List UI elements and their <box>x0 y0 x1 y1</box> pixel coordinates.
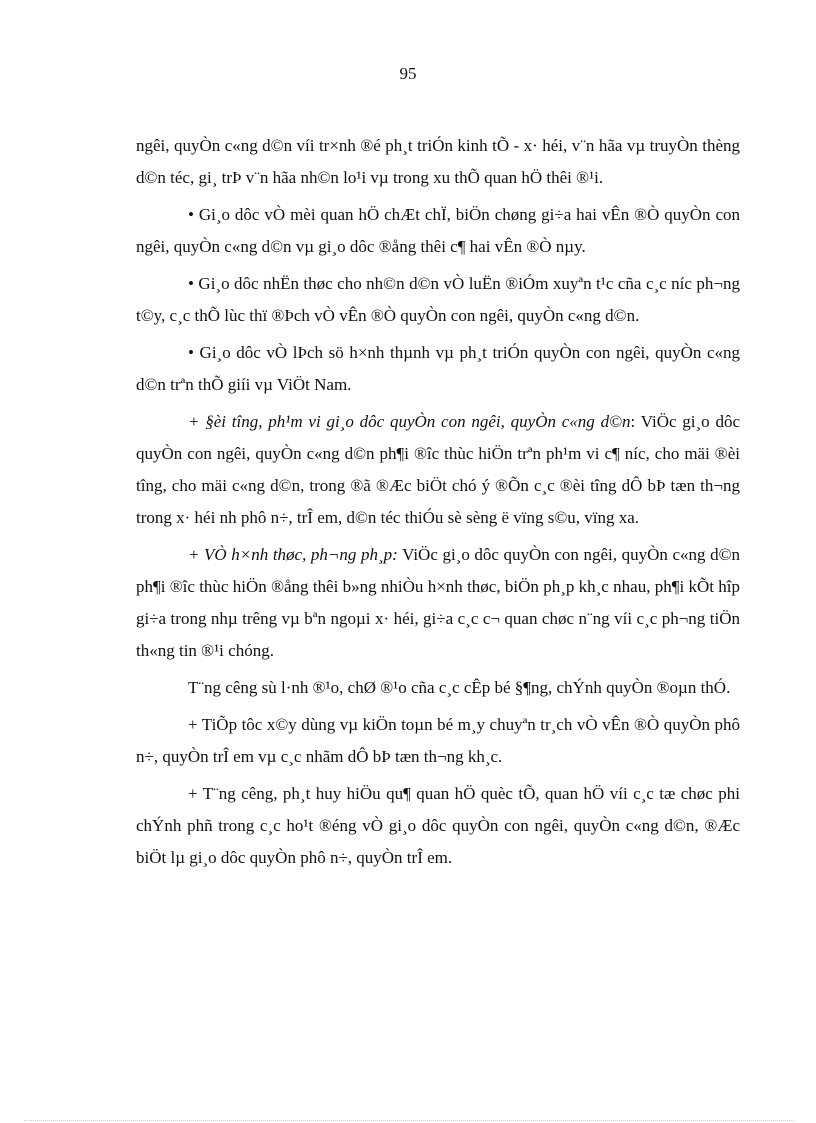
international-paragraph <box>136 778 740 874</box>
paragraph-continuation <box>136 130 740 194</box>
italic-lead: + §èi tîng, ph¹m vi gi¸o dôc quyÒn con ngêi, quyÒn c«ng d©n <box>188 412 631 431</box>
paragraph-text: ViÖc gi¸o dôc quyÒn con ngêi, quyÒn c«ng d©n ph¶i ®îc thùc hiÖn ®ång thêi b»ng nhiÒu h×nh thøc, biÖn ph¸p kh¸c nhau, ph¶i kÕt hîp gi÷a trong nhµ trêng vµ bªn ngoµi x· héi, gi÷a c¸c c¬ quan chøc n¨ng víi c¸c ph¬ng tiÖn th«ng tin ®¹i chóng. <box>136 545 740 660</box>
paragraph-text: • Gi¸o dôc nhËn thøc cho nh©n d©n vÒ luËn ®iÓm xuyªn t¹c cña c¸c níc ph¬ng t©y, c¸c thÕ lùc thï ®Þch vÒ vÊn ®Ò quyÒn con ngêi, quyÒn c«ng d©n. <box>136 274 740 325</box>
bullet-paragraph <box>136 199 740 263</box>
paragraph-text: ngêi, quyÒn c«ng d©n víi tr×nh ®é ph¸t triÓn kinh tÕ - x· héi, v¨n hãa vµ truyÒn thèng d©n téc, gi¸ trÞ v¨n hãa nh©n lo¹i vµ trong xu thÕ quan hÖ thêi ®¹i. <box>136 136 740 187</box>
paragraph-text: + T¨ng cêng, ph¸t huy hiÖu qu¶ quan hÖ quèc tÕ, quan hÖ víi c¸c tæ chøc phi chÝnh phñ trong c¸c ho¹t ®éng vÒ gi¸o dôc quyÒn con ngêi, quyÒn c«ng d©n, ®Æc biÖt lµ gi¸o dôc quyÒn phô n÷, quyÒn trÎ em. <box>136 784 740 867</box>
page-bottom-rule <box>24 1120 794 1121</box>
page-number: 95 <box>399 64 417 83</box>
paragraph-text: : ViÖc gi¸o dôc quyÒn con ngêi, quyÒn c«ng d©n ph¶i ®îc thùc hiÖn trªn ph¹m vi c¶ níc, cho mäi ®èi tîng, cho mäi c«ng d©n, trong ®ã ®Æc biÖt chó ý ®Õn c¸c ®èi tîng dÔ bÞ tæn th¬ng trong x· héi nh phô n÷, trÎ em, d©n téc thiÓu sè sèng ë vïng s©u, vïng xa. <box>136 412 740 527</box>
leadership-paragraph <box>136 672 740 704</box>
italic-lead: + VÒ h×nh thøc, ph¬ng ph¸p: <box>188 545 398 564</box>
bullet-paragraph <box>136 268 740 332</box>
paragraph-text: • Gi¸o dôc vÒ mèi quan hÖ chÆt chÏ, biÖn chøng gi÷a hai vÊn ®Ò quyÒn con ngêi, quyÒn c«ng d©n vµ gi¸o dôc ®ång thêi c¶ hai vÊn ®Ò nµy. <box>136 205 740 256</box>
form-method-paragraph <box>136 539 740 667</box>
subject-scope-paragraph <box>136 406 740 534</box>
paragraph-text: • Gi¸o dôc vÒ lÞch sö h×nh thµnh vµ ph¸t triÓn quyÒn con ngêi, quyÒn c«ng d©n trªn thÕ giíi vµ ViÖt Nam. <box>136 343 740 394</box>
paragraph-text: + TiÕp tôc x©y dùng vµ kiÖn toµn bé m¸y chuyªn tr¸ch vÒ vÊn ®Ò quyÒn phô n÷, quyÒn trÎ em vµ c¸c nhãm dÔ bÞ tæn th¬ng kh¸c. <box>136 715 740 766</box>
bullet-paragraph <box>136 337 740 401</box>
paragraph-text: T¨ng cêng sù l·nh ®¹o, chØ ®¹o cña c¸c cÊp bé §¶ng, chÝnh quyÒn ®oµn thÓ. <box>188 678 731 697</box>
apparatus-paragraph <box>136 709 740 773</box>
page-body <box>136 130 740 879</box>
